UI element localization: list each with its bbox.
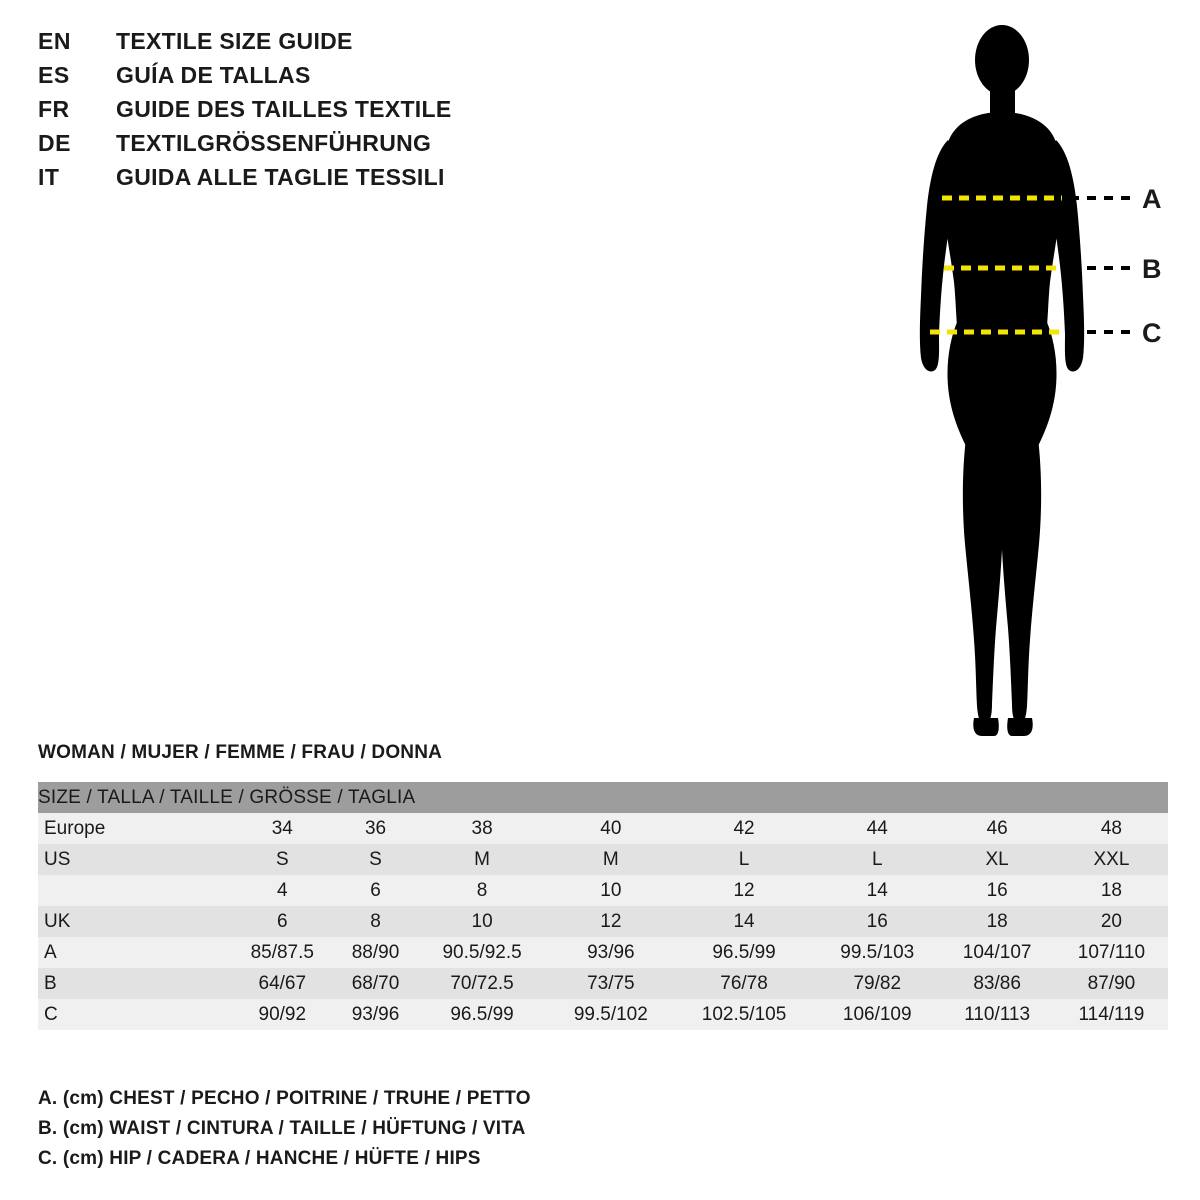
table-row — [38, 937, 1168, 968]
title-lang-code: DE — [38, 130, 71, 156]
title-block — [38, 28, 658, 198]
table-cell: S — [369, 848, 382, 870]
legend-block — [38, 1088, 738, 1178]
table-cell: 4 — [276, 879, 288, 901]
table-cell: 87/90 — [1087, 972, 1136, 994]
table-cell: 40 — [600, 817, 622, 839]
table-cell: 12 — [733, 879, 755, 901]
table-cell: 12 — [600, 910, 622, 932]
legend-line-a: A. (cm) CHEST / PECHO / POITRINE / TRUHE / PETTO — [38, 1088, 531, 1109]
table-cell: 64/67 — [258, 972, 307, 994]
table-cell: L — [738, 848, 750, 870]
table-cell: 16 — [986, 879, 1008, 901]
table-cell: 88/90 — [351, 941, 400, 963]
table-cell: 16 — [866, 910, 888, 932]
table-cell: 36 — [364, 817, 387, 839]
row-label: C — [44, 1003, 58, 1025]
table-cell: 38 — [471, 817, 493, 839]
row-label — [38, 875, 229, 906]
section-caption: WOMAN / MUJER / FEMME / FRAU / DONNA — [38, 742, 443, 763]
title-text: TEXTILE SIZE GUIDE — [116, 28, 353, 54]
table-cell: S — [275, 848, 289, 870]
table-cell: 110/113 — [964, 1003, 1031, 1025]
title-row — [38, 164, 658, 198]
table-cell: 14 — [866, 879, 888, 901]
table-row — [38, 813, 1168, 844]
table-cell: 96.5/99 — [450, 1003, 514, 1025]
title-row — [38, 130, 658, 164]
table-cell: 93/96 — [351, 1003, 400, 1025]
title-text: GUIDA ALLE TAGLIE TESSILI — [116, 164, 445, 190]
table-cell: 14 — [733, 910, 755, 932]
table-cell: 79/82 — [853, 972, 902, 994]
table-cell: 93/96 — [587, 941, 635, 963]
marker-label-c: C — [1142, 318, 1162, 348]
table-cell: 6 — [276, 910, 288, 932]
table-header-row — [38, 782, 1168, 813]
row-label: Europe — [44, 817, 106, 839]
table-cell: XXL — [1093, 848, 1130, 870]
body-figure — [880, 20, 1180, 750]
marker-label-b: B — [1142, 254, 1162, 284]
table-cell: 68/70 — [351, 972, 400, 994]
table-cell: M — [474, 848, 490, 870]
table-cell: 106/109 — [842, 1003, 912, 1025]
title-text: GUÍA DE TALLAS — [116, 62, 311, 88]
title-lang-code: FR — [38, 96, 70, 122]
table-cell: 76/78 — [720, 972, 768, 994]
table-cell: 46 — [986, 817, 1008, 839]
table-cell: XL — [985, 848, 1009, 870]
title-text: GUIDE DES TAILLES TEXTILE — [116, 96, 452, 122]
table-cell: 90/92 — [258, 1003, 307, 1025]
table-cell: 96.5/99 — [712, 941, 776, 963]
female-body-silhouette — [920, 25, 1084, 736]
table-cell: 42 — [733, 817, 755, 839]
table-cell: 34 — [271, 817, 293, 839]
title-row — [38, 96, 658, 130]
table-row — [38, 906, 1168, 937]
row-label: A — [44, 941, 57, 963]
table-cell: 8 — [370, 910, 381, 932]
legend-line-b: B. (cm) WAIST / CINTURA / TAILLE / HÜFTUNG / VITA — [38, 1118, 526, 1139]
table-cell: 20 — [1100, 910, 1122, 932]
table-cell: 114/119 — [1078, 1003, 1145, 1025]
title-lang-code: IT — [38, 164, 60, 190]
table-cell: L — [871, 848, 883, 870]
row-label: US — [44, 848, 71, 870]
table-cell: 10 — [471, 910, 493, 932]
table-cell: 70/72.5 — [450, 972, 514, 994]
table-row — [38, 968, 1168, 999]
title-text: TEXTILGRÖSSENFÜHRUNG — [116, 130, 432, 156]
table-cell: 102.5/105 — [701, 1003, 787, 1025]
table-cell: 83/86 — [973, 972, 1021, 994]
row-label: B — [44, 972, 57, 994]
table-cell: M — [602, 848, 619, 870]
table-row — [38, 999, 1168, 1030]
table-cell: 10 — [600, 879, 622, 901]
size-table — [38, 782, 1168, 1030]
title-lang-code: EN — [38, 28, 71, 54]
table-cell: 18 — [986, 910, 1008, 932]
title-row — [38, 28, 658, 62]
table-cell: 90.5/92.5 — [442, 941, 522, 963]
size-table-wrap — [38, 782, 1168, 1030]
table-header-label: SIZE / TALLA / TAILLE / GRÖSSE / TAGLIA — [38, 782, 1168, 813]
table-cell: 73/75 — [587, 972, 635, 994]
table-cell: 99.5/103 — [840, 941, 915, 963]
table-cell: 6 — [370, 879, 381, 901]
table-cell: 107/110 — [1077, 941, 1146, 963]
title-lang-code: ES — [38, 62, 70, 88]
title-row — [38, 62, 658, 96]
table-cell: 48 — [1100, 817, 1122, 839]
table-row — [38, 844, 1168, 875]
table-cell: 85/87.5 — [250, 941, 314, 963]
marker-label-a: A — [1142, 184, 1162, 214]
table-cell: 44 — [866, 817, 888, 839]
table-cell: 18 — [1100, 879, 1122, 901]
table-cell: 99.5/102 — [573, 1003, 648, 1025]
table-row — [38, 875, 1168, 906]
table-cell: 8 — [476, 879, 488, 901]
row-label: UK — [44, 910, 71, 932]
table-cell: 104/107 — [962, 941, 1032, 963]
legend-line-c: C. (cm) HIP / CADERA / HANCHE / HÜFTE / HIPS — [38, 1148, 481, 1169]
